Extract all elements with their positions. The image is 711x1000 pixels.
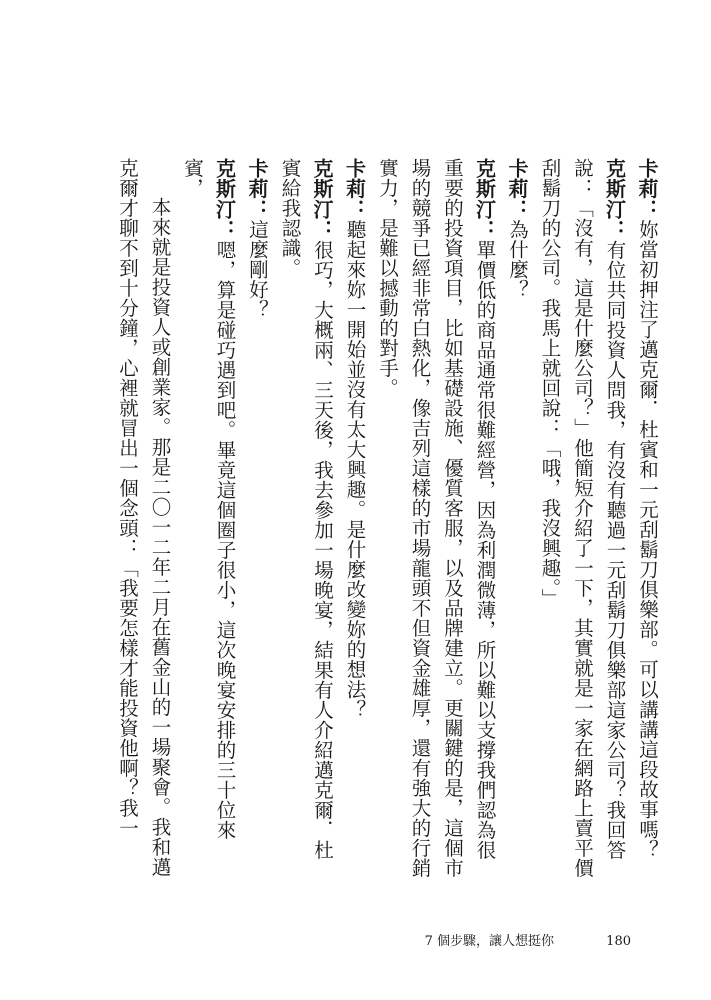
speaker-label: 卡莉：: [505, 158, 529, 220]
dialogue-paragraph: [501, 158, 534, 878]
dialogue-paragraph: [631, 158, 664, 878]
dialogue-paragraph: [241, 158, 274, 878]
paragraph-text: 很巧，大概兩、三天後，我去參加一場晚宴，結果有人介紹邁克爾．杜賓給我認識。: [278, 158, 334, 860]
speaker-label: 卡莉：: [245, 158, 269, 220]
paragraph-text: 單價低的商品通常很難經營，因為利潤微薄，所以難以支撐我們認為很重要的投資項目，比如基礎設施、優質客服，以及品牌建立。更關鍵的是，這個市場的競爭已經非常白熱化，像吉列這樣的市場龍頭不但資金雄厚，還有強大的行銷實力，是難以撼動的對手。: [376, 158, 497, 878]
page-footer: [425, 930, 631, 949]
speaker-label: 克斯汀：: [212, 158, 237, 240]
paragraph-text: 這麼剛好？: [246, 219, 269, 320]
speaker-label: 克斯汀：: [472, 158, 497, 240]
paragraph-text: 妳當初押注了邁克爾．杜賓和一元刮鬍刀俱樂部。可以講講這段故事嗎？: [636, 219, 659, 860]
speaker-label: 克斯汀：: [602, 158, 627, 240]
running-title: 7 個步驟，讓人想挺你: [424, 934, 555, 949]
dialogue-paragraph: [338, 158, 371, 878]
vertical-text-body: [111, 158, 664, 878]
paragraph-text: 本來就是投資人或創業家。那是二〇一二年二月在舊金山的一場聚會。我和邁克爾才聊不到十分鐘，心裡就冒出一個念頭：「我要怎樣才能投資他啊？我一: [116, 158, 172, 877]
paragraph-text: 嗯，算是碰巧遇到吧。畢竟這個圈子很小，這次晚宴安排的三十位來賓，: [181, 158, 237, 840]
dialogue-paragraph: [273, 158, 338, 878]
speaker-label: 卡莉：: [342, 158, 367, 220]
dialogue-paragraph: [371, 158, 501, 878]
paragraph-text: 有位共同投資人問我，有沒有聽過一元刮鬍刀俱樂部這家公司？我回答說：「沒有，這是什麼公司？」他簡短介紹了一下，其實就是一家在網路上賣平價刮鬍刀的公司。我馬上就回說：「哦，我沒興趣。」: [538, 158, 627, 878]
narration-paragraph: [111, 158, 176, 878]
paragraph-text: 聽起來妳一開始並沒有太大興趣。是什麼改變妳的想法？: [343, 219, 367, 720]
dialogue-paragraph: [533, 158, 631, 878]
speaker-label: 克斯汀：: [310, 158, 334, 240]
paragraph-text: 為什麼？: [506, 219, 529, 300]
dialogue-paragraph: [176, 158, 241, 878]
speaker-label: 卡莉：: [635, 158, 659, 220]
page-number: 180: [606, 934, 631, 949]
